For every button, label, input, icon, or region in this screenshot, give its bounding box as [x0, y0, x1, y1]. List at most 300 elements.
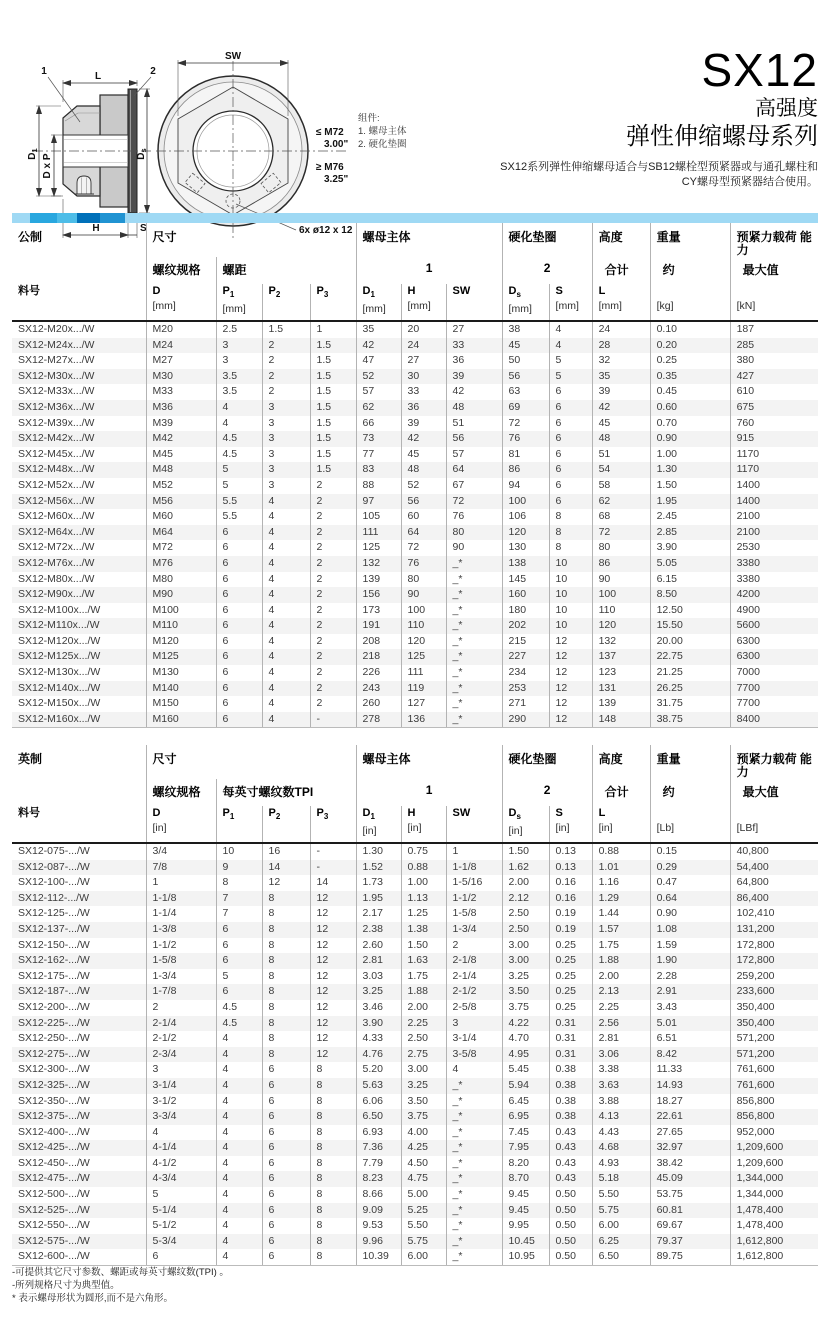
table-cell: 12.50: [650, 603, 730, 619]
table-cell: 7/8: [146, 860, 216, 876]
table-cell: 2.13: [592, 984, 650, 1000]
table-cell: 8: [549, 509, 592, 525]
table-cell: _*: [446, 603, 502, 619]
table-cell: 4900: [730, 603, 818, 619]
table-cell: 68: [592, 509, 650, 525]
table-cell: 81: [502, 447, 549, 463]
table-cell: 4: [216, 1140, 262, 1156]
table-cell: 1.50: [650, 478, 730, 494]
table-row: [12, 462, 818, 478]
table-cell: 0.29: [650, 860, 730, 876]
table-row: [12, 1171, 818, 1187]
table-cell: 1.73: [356, 875, 401, 891]
table-cell: 6: [216, 572, 262, 588]
table-cell: 54,400: [730, 860, 818, 876]
table-row: [12, 649, 818, 665]
table-cell: 2100: [730, 525, 818, 541]
table-cell: 3.5: [216, 369, 262, 385]
table-cell: 7.36: [356, 1140, 401, 1156]
table-cell: 4: [262, 712, 310, 728]
table-cell: SX12-175-.../W: [18, 969, 90, 982]
table-cell: 2.00: [401, 1000, 446, 1016]
table-cell: 1-5/8: [146, 953, 216, 969]
table-cell: M72: [146, 540, 216, 556]
table-cell: 31.75: [650, 696, 730, 712]
table-cell: 4.68: [592, 1140, 650, 1156]
size-ge-inch-label: 3.25": [324, 174, 349, 185]
table-cell: _*: [446, 587, 502, 603]
table-cell: 4: [549, 321, 592, 338]
table-cell: 6: [216, 922, 262, 938]
table-cell: 3.03: [356, 969, 401, 985]
table-cell: 11.33: [650, 1062, 730, 1078]
table-cell: 4: [216, 1156, 262, 1172]
table-cell: _*: [446, 1125, 502, 1141]
table-cell: 100: [401, 603, 446, 619]
section-label: 英制: [18, 752, 43, 766]
table-cell: 4: [216, 1249, 262, 1265]
column-header: H [mm]: [401, 284, 446, 321]
table-cell: 156: [356, 587, 401, 603]
column-header: $D_s$ [in]: [502, 806, 549, 843]
table-cell: 5: [549, 353, 592, 369]
table-cell: 2: [310, 556, 356, 572]
table-cell: 6: [216, 712, 262, 728]
table-cell: 1.5: [310, 447, 356, 463]
table-cell: 0.43: [549, 1171, 592, 1187]
table-row: [12, 603, 818, 619]
table-cell: 0.25: [549, 953, 592, 969]
table-cell: 8.50: [650, 587, 730, 603]
table-cell: 191: [356, 618, 401, 634]
table-cell: 290: [502, 712, 549, 728]
table-cell: SX12-M56x.../W: [12, 494, 146, 510]
table-cell: SX12-250-.../W: [18, 1032, 90, 1045]
table-cell: 100: [502, 494, 549, 510]
accent-bar-segment: [100, 213, 125, 223]
table-cell: 1-1/8: [146, 891, 216, 907]
table-cell: 0.25: [549, 1000, 592, 1016]
table-cell: 6: [216, 665, 262, 681]
column-header: $P_3$: [310, 284, 356, 321]
table-cell: 89.75: [650, 1249, 730, 1265]
table-cell: 6: [262, 1249, 310, 1265]
accent-bar-segment: [57, 213, 77, 223]
table-cell: 45: [502, 338, 549, 354]
table-cell: 6: [216, 984, 262, 1000]
table-cell: 915: [730, 431, 818, 447]
table-cell: 1.44: [592, 906, 650, 922]
table-cell: 6: [262, 1218, 310, 1234]
table-cell: 60: [401, 509, 446, 525]
table-row: [12, 1031, 818, 1047]
table-cell: SX12-M42x.../W: [12, 431, 146, 447]
sub-pitch: 每英寸螺纹数TPI: [216, 779, 356, 806]
table-cell: 218: [356, 649, 401, 665]
table-cell: 4.43: [592, 1125, 650, 1141]
table-cell: 38: [502, 321, 549, 338]
table-row: [12, 1000, 818, 1016]
table-cell: M120: [146, 634, 216, 650]
table-cell: 6: [262, 1203, 310, 1219]
table-cell: 226: [356, 665, 401, 681]
table-cell: 1.62: [502, 860, 549, 876]
table-cell: 1.5: [310, 462, 356, 478]
table-cell: 3-5/8: [446, 1047, 502, 1063]
table-cell: SX12-M24x.../W: [12, 338, 146, 354]
table-cell: SX12-475-.../W: [12, 1171, 146, 1187]
table-cell: 1.30: [650, 462, 730, 478]
table-cell: 123: [592, 665, 650, 681]
table-cell: 3: [262, 447, 310, 463]
table-row: [12, 416, 818, 432]
table-cell: 0.38: [549, 1094, 592, 1110]
table-cell: 4: [262, 494, 310, 510]
table-cell: 1.5: [310, 353, 356, 369]
table-cell: SX12-M110x.../W: [12, 618, 146, 634]
table-cell: 9.95: [502, 1218, 549, 1234]
table-cell: 110: [592, 603, 650, 619]
sub-washer-number: 2: [502, 779, 592, 806]
table-cell: 24: [592, 321, 650, 338]
table-cell: SX12-400-.../W: [18, 1125, 90, 1138]
table-cell: 6: [216, 603, 262, 619]
table-cell: SX12-M60x.../W: [18, 510, 95, 523]
table-cell: 5.75: [592, 1203, 650, 1219]
table-cell: 4: [216, 1125, 262, 1141]
table-cell: 6: [549, 400, 592, 416]
table-cell: 2: [310, 634, 356, 650]
table-cell: 4: [216, 1171, 262, 1187]
table-cell: 12: [310, 891, 356, 907]
table-cell: 4.5: [216, 447, 262, 463]
table-cell: 6: [216, 525, 262, 541]
table-cell: 0.88: [592, 843, 650, 860]
table-cell: M39: [146, 416, 216, 432]
table-cell: 172,800: [730, 938, 818, 954]
table-cell: _*: [446, 1156, 502, 1172]
table-cell: 271: [502, 696, 549, 712]
table-cell: 1-3/8: [146, 922, 216, 938]
table-cell: 4: [262, 540, 310, 556]
table-cell: SX12-225-.../W: [12, 1016, 146, 1032]
table-cell: 66: [356, 416, 401, 432]
table-cell: 40,800: [730, 843, 818, 860]
table-cell: SX12-200-.../W: [18, 1000, 90, 1013]
accent-bar-segment: [77, 213, 100, 223]
table-cell: 761,600: [730, 1062, 818, 1078]
table-cell: 0.50: [549, 1203, 592, 1219]
group-size: 尺寸: [146, 223, 356, 257]
table-cell: 6: [216, 556, 262, 572]
table-cell: 2: [310, 696, 356, 712]
table-row: [12, 1249, 818, 1265]
table-cell: 102,410: [730, 906, 818, 922]
table-cell: 3: [262, 478, 310, 494]
table-cell: 12: [549, 681, 592, 697]
table-cell: 2: [146, 1000, 216, 1016]
table-row: [12, 1140, 818, 1156]
table-cell: 160: [502, 587, 549, 603]
table-cell: 4.00: [401, 1125, 446, 1141]
table-cell: 2.50: [401, 1031, 446, 1047]
table-cell: 4.50: [401, 1156, 446, 1172]
title-block: [500, 44, 818, 190]
table-cell: 3.46: [356, 1000, 401, 1016]
table-cell: 2.60: [356, 938, 401, 954]
table-cell: 0.35: [650, 369, 730, 385]
table-cell: 1,344,000: [730, 1171, 818, 1187]
table-cell: 8: [310, 1203, 356, 1219]
table-cell: 2.81: [592, 1031, 650, 1047]
column-header: $D_1$ [in]: [356, 806, 401, 843]
table-cell: 51: [592, 447, 650, 463]
table-cell: 9.09: [356, 1203, 401, 1219]
table-cell: 12: [549, 696, 592, 712]
table-cell: 2: [310, 665, 356, 681]
table-cell: SX12-162-.../W: [12, 953, 146, 969]
table-row: [12, 1187, 818, 1203]
table-cell: 3: [446, 1016, 502, 1032]
table-cell: M100: [146, 603, 216, 619]
table-cell: 8: [310, 1187, 356, 1203]
table-cell: 120: [401, 634, 446, 650]
table-cell: 9.96: [356, 1234, 401, 1250]
table-cell: 1.63: [401, 953, 446, 969]
table-cell: 36: [401, 400, 446, 416]
table-cell: M125: [146, 649, 216, 665]
table-cell: 3.00: [401, 1062, 446, 1078]
table-cell: 0.90: [650, 906, 730, 922]
table-cell: 90: [446, 540, 502, 556]
table-cell: 3.25: [401, 1078, 446, 1094]
table-cell: 1.5: [262, 321, 310, 338]
table-cell: SX12-M39x.../W: [18, 416, 95, 429]
table-cell: 6: [262, 1171, 310, 1187]
table-cell: 54: [592, 462, 650, 478]
table-cell: 6: [216, 953, 262, 969]
table-cell: 4: [216, 400, 262, 416]
table-cell: 3.90: [356, 1016, 401, 1032]
table-cell: 234: [502, 665, 549, 681]
table-cell: 6.45: [502, 1094, 549, 1110]
table-cell: 6: [262, 1156, 310, 1172]
table-cell: 3: [216, 353, 262, 369]
table-cell: 6: [262, 1125, 310, 1141]
table-cell: SX12-500-.../W: [18, 1188, 90, 1201]
table-cell: _*: [446, 1078, 502, 1094]
table-cell: 14.93: [650, 1078, 730, 1094]
table-cell: 1.08: [650, 922, 730, 938]
table-row: [12, 525, 818, 541]
table-cell: 2100: [730, 509, 818, 525]
table-cell: 5: [549, 369, 592, 385]
table-cell: -: [310, 843, 356, 860]
table-cell: 0.31: [549, 1031, 592, 1047]
table-cell: 2: [310, 540, 356, 556]
table-cell: 105: [356, 509, 401, 525]
column-header: D [in]: [146, 806, 216, 843]
table-cell: 1-3/4: [146, 969, 216, 985]
table-row: [12, 384, 818, 400]
table-cell: 12: [310, 1031, 356, 1047]
table-cell: 5-3/4: [146, 1234, 216, 1250]
table-cell: 8: [262, 938, 310, 954]
table-cell: 2-1/2: [446, 984, 502, 1000]
table-cell: 106: [502, 509, 549, 525]
table-cell: 125: [401, 649, 446, 665]
table-cell: 0.31: [549, 1016, 592, 1032]
table-cell: 0.31: [549, 1047, 592, 1063]
table-cell: M56: [146, 494, 216, 510]
table-cell: _*: [446, 556, 502, 572]
table-cell: 1.59: [650, 938, 730, 954]
table-cell: 9: [216, 860, 262, 876]
table-cell: 6: [216, 587, 262, 603]
table-cell: 4.5: [216, 1000, 262, 1016]
table-cell: 3: [262, 462, 310, 478]
group-washer: 硬化垫圈: [502, 223, 592, 257]
table-cell: 5-1/2: [146, 1218, 216, 1234]
table-row: [12, 681, 818, 697]
table-cell: 1.52: [356, 860, 401, 876]
table-cell: 4: [262, 681, 310, 697]
table-cell: SX12-150-.../W: [18, 938, 90, 951]
table-cell: 2: [262, 338, 310, 354]
table-cell: 4.5: [216, 431, 262, 447]
table-cell: 3: [262, 400, 310, 416]
table-cell: _*: [446, 696, 502, 712]
column-header: SW: [446, 284, 502, 321]
table-cell: -: [310, 712, 356, 728]
table-cell: 0.50: [549, 1234, 592, 1250]
imperial-spec-table: [12, 745, 818, 1266]
table-cell: 761,600: [730, 1078, 818, 1094]
table-cell: 12: [262, 875, 310, 891]
table-cell: 1.5: [310, 384, 356, 400]
table-cell: 202: [502, 618, 549, 634]
size-ge-label: ≥ M76: [316, 162, 344, 173]
table-cell: 8: [262, 922, 310, 938]
parts-note-item2: 2. 硬化垫圈: [358, 139, 407, 150]
group-nut-body: 螺母主体: [356, 745, 502, 779]
blank-cell: [12, 257, 146, 284]
table-cell: 2: [310, 681, 356, 697]
table-cell: 233,600: [730, 984, 818, 1000]
table-cell: 12: [310, 922, 356, 938]
table-cell: 5.45: [502, 1062, 549, 1078]
table-row: [12, 1094, 818, 1110]
table-cell: 48: [592, 431, 650, 447]
section-label: 公制: [18, 230, 43, 244]
table-cell: 8.66: [356, 1187, 401, 1203]
table-cell: 64: [401, 525, 446, 541]
table-cell: _*: [446, 1109, 502, 1125]
table-cell: 110: [401, 618, 446, 634]
table-cell: 4200: [730, 587, 818, 603]
table-cell: 6: [262, 1094, 310, 1110]
table-cell: 5.5: [216, 494, 262, 510]
table-cell: 0.16: [549, 891, 592, 907]
table-row: [12, 906, 818, 922]
table-cell: 172,800: [730, 953, 818, 969]
table-cell: 132: [356, 556, 401, 572]
jackbolt-detail: [77, 176, 91, 194]
part2-label: 2: [150, 66, 156, 77]
table-cell: 139: [356, 572, 401, 588]
table-cell: SX12-M90x.../W: [12, 587, 146, 603]
column-header: $P_1$ [mm]: [216, 284, 262, 321]
table-cell: 88: [356, 478, 401, 494]
table-cell: 1.95: [356, 891, 401, 907]
table-cell: SX12-375-.../W: [12, 1109, 146, 1125]
table-cell: 42: [592, 400, 650, 416]
table-cell: 6: [549, 462, 592, 478]
footnote-line: -可提供其它尺寸参数、螺距或每英寸螺纹数(TPI) 。: [12, 1267, 229, 1278]
column-header: $P_2$: [262, 806, 310, 843]
table-cell: 62: [356, 400, 401, 416]
table-cell: 1-1/8: [446, 860, 502, 876]
table-cell: 4.75: [401, 1171, 446, 1187]
column-header: $P_1$: [216, 806, 262, 843]
table-cell: 4: [262, 603, 310, 619]
table-cell: SX12-M130x.../W: [18, 666, 101, 679]
table-cell: SX12-M33x.../W: [18, 385, 95, 398]
table-cell: 2.5: [216, 321, 262, 338]
table-cell: 6: [216, 938, 262, 954]
table-cell: 10: [549, 603, 592, 619]
table-cell: 2: [310, 649, 356, 665]
column-header-row: [12, 806, 818, 843]
table-cell: 3: [262, 431, 310, 447]
table-cell: 56: [502, 369, 549, 385]
table-cell: SX12-M140x.../W: [12, 681, 146, 697]
table-cell: 1.50: [502, 843, 549, 860]
table-cell: 5.18: [592, 1171, 650, 1187]
table-cell: 6.51: [650, 1031, 730, 1047]
table-cell: 6: [549, 384, 592, 400]
table-cell: 2.45: [650, 509, 730, 525]
table-cell: 8.20: [502, 1156, 549, 1172]
table-cell: 64: [446, 462, 502, 478]
table-cell: 72: [502, 416, 549, 432]
table-cell: 5.50: [592, 1187, 650, 1203]
column-header: $D_s$ [mm]: [502, 284, 549, 321]
table-cell: 26.25: [650, 681, 730, 697]
table-row: [12, 587, 818, 603]
table-cell: 10.39: [356, 1249, 401, 1265]
table-cell: 4: [146, 1125, 216, 1141]
table-cell: 1.50: [401, 938, 446, 954]
table-cell: 5.01: [650, 1016, 730, 1032]
table-cell: 33: [446, 338, 502, 354]
table-cell: 8: [310, 1094, 356, 1110]
table-cell: 215: [502, 634, 549, 650]
table-cell: 6.00: [401, 1249, 446, 1265]
column-header: H [in]: [401, 806, 446, 843]
table-cell: 72: [401, 540, 446, 556]
table-cell: 5.75: [401, 1234, 446, 1250]
table-cell: 2.00: [502, 875, 549, 891]
table-cell: 12: [549, 649, 592, 665]
table-cell: 69.67: [650, 1218, 730, 1234]
table-cell: 5.00: [401, 1187, 446, 1203]
table-cell: 22.61: [650, 1109, 730, 1125]
table-row: [12, 875, 818, 891]
table-row: [12, 1078, 818, 1094]
table-cell: 0.90: [650, 431, 730, 447]
table-cell: 32: [592, 353, 650, 369]
